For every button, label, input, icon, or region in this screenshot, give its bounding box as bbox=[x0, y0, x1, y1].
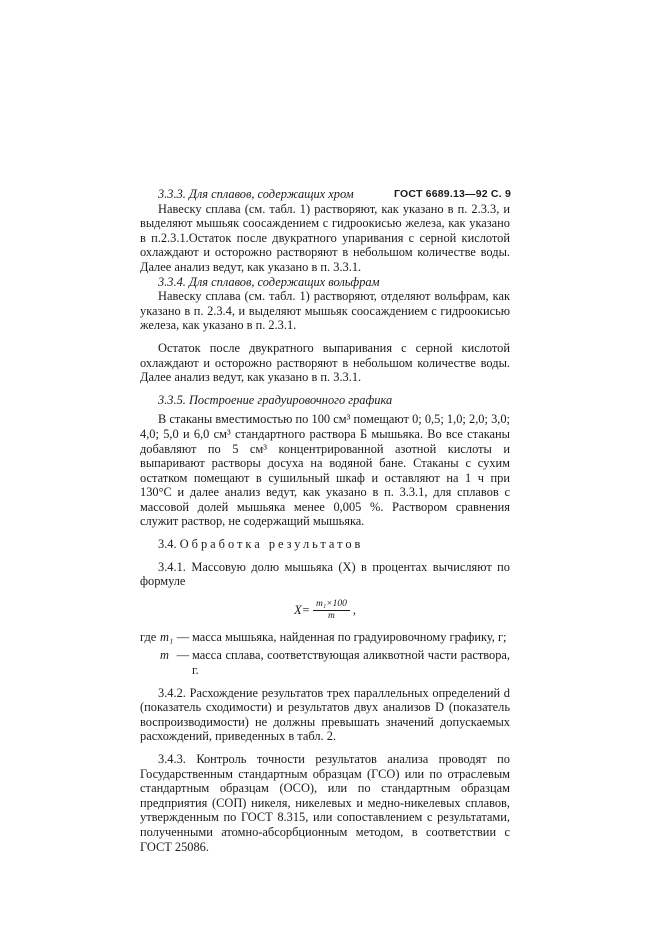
formula bbox=[140, 599, 510, 622]
section-3-3-3-title: 3.3.3. Для сплавов, содержащих хром bbox=[158, 187, 354, 201]
section-3-4-title: Обработка результатов bbox=[179, 537, 364, 552]
where-label: где bbox=[140, 629, 157, 644]
section-3-4-1-body: 3.4.1. Массовую долю мышьяка (X) в процентах вычисляют по формуле bbox=[140, 559, 510, 589]
definition-m-text: масса сплава, соответствующая аликвотной части раствора, г. bbox=[192, 648, 510, 678]
definition-m bbox=[140, 648, 510, 677]
definition-m1-text: масса мышьяка, найденная по градуировочному графику, г; bbox=[192, 629, 507, 644]
section-3-4-2-body: 3.4.2. Расхождение результатов трех параллельных определений d (показатель сходимости) и результатов двух анализов D (показатель воспроизводимости) не должны превышать значений допускаемых расхождений, приведенных в табл. 2. bbox=[140, 685, 510, 744]
section-3-3-3-body: Навеску сплава (см. табл. 1) растворяют, как указано в п. 2.3.3, и выделяют мышьяк соосаждением с гидроокисью железа, как указано в п.2.3.1.Остаток после двукратного упаривания с серной кислотой охлаждают и осторожно растворяют в небольшом количестве воды. Далее анализ ведут, как указано в п. 3.3.1. bbox=[140, 201, 510, 274]
section-3-4-heading bbox=[140, 537, 510, 552]
section-3-3-4-body-2: Остаток после двукратного выпаривания с серной кислотой охлаждают и осторожно растворяют в небольшом количестве воды. Далее анализ ведут, как указано в п. 3.3.1. bbox=[140, 340, 510, 385]
definition-m1 bbox=[140, 630, 510, 645]
page-header: ГОСТ 6689.13—92 С. 9 bbox=[394, 188, 511, 200]
formula-fraction bbox=[313, 599, 350, 622]
section-3-3-4-body: Навеску сплава (см. табл. 1) растворяют, отделяют вольфрам, как указано в п. 2.3.4, и выделяют мышьяк соосаждением с гидроокисью железа, как указано в п. 2.3.1. bbox=[140, 289, 510, 333]
section-3-4-3-body: 3.4.3. Контроль точности результатов анализа проводят по Государственным стандартным образцам (ГСО) или по отраслевым стандартным образцам (ОСО), или по стандартным образцам предприятия (СОП) никеля, никелевых и медно-никелевых сплавов, утвержденным по ГОСТ 8.315, или сопоставлением с результатами, полученными атомно-абсорбционным методом, в соответствии с ГОСТ 25086. bbox=[140, 752, 510, 854]
definition-m-symbol: m bbox=[160, 648, 169, 663]
formula-lhs: X= bbox=[294, 603, 310, 618]
formula-numerator: m₁×100 bbox=[313, 599, 350, 611]
definition-m-dash: — bbox=[176, 648, 190, 663]
section-3-4-number: 3.4. bbox=[158, 537, 177, 552]
formula-denominator: m bbox=[327, 610, 335, 621]
definition-m1-dash: — bbox=[176, 629, 190, 644]
formula-tail: , bbox=[352, 603, 356, 618]
section-3-3-5-body: В стаканы вместимостью по 100 см³ помещают 0; 0,5; 1,0; 2,0; 3,0; 4,0; 5,0 и 6,0 см³ стандартного раствора Б мышьяка. Во все стаканы добавляют по 5 см³ концентрированной азотной кислоты и выпаривают растворы досуха на водяной бане. Стаканы с сухим остатком помещают в сушильный шкаф и оставляют на 1 ч при 130°С и далее анализ ведут, как указано в п. 3.3.1, для сплавов с массовой долей мышьяка менее 0,005 %. Раствором сравнения служит раствор, не содержащий мышьяка. bbox=[140, 412, 510, 529]
section-3-3-4-title: 3.3.4. Для сплавов, содержащих вольфрам bbox=[158, 274, 380, 289]
definition-m1-symbol: m₁ bbox=[160, 629, 174, 644]
document-body bbox=[140, 187, 510, 854]
section-3-3-5-title: 3.3.5. Построение градуировочного графика bbox=[158, 392, 393, 407]
formula-definitions bbox=[140, 630, 510, 678]
